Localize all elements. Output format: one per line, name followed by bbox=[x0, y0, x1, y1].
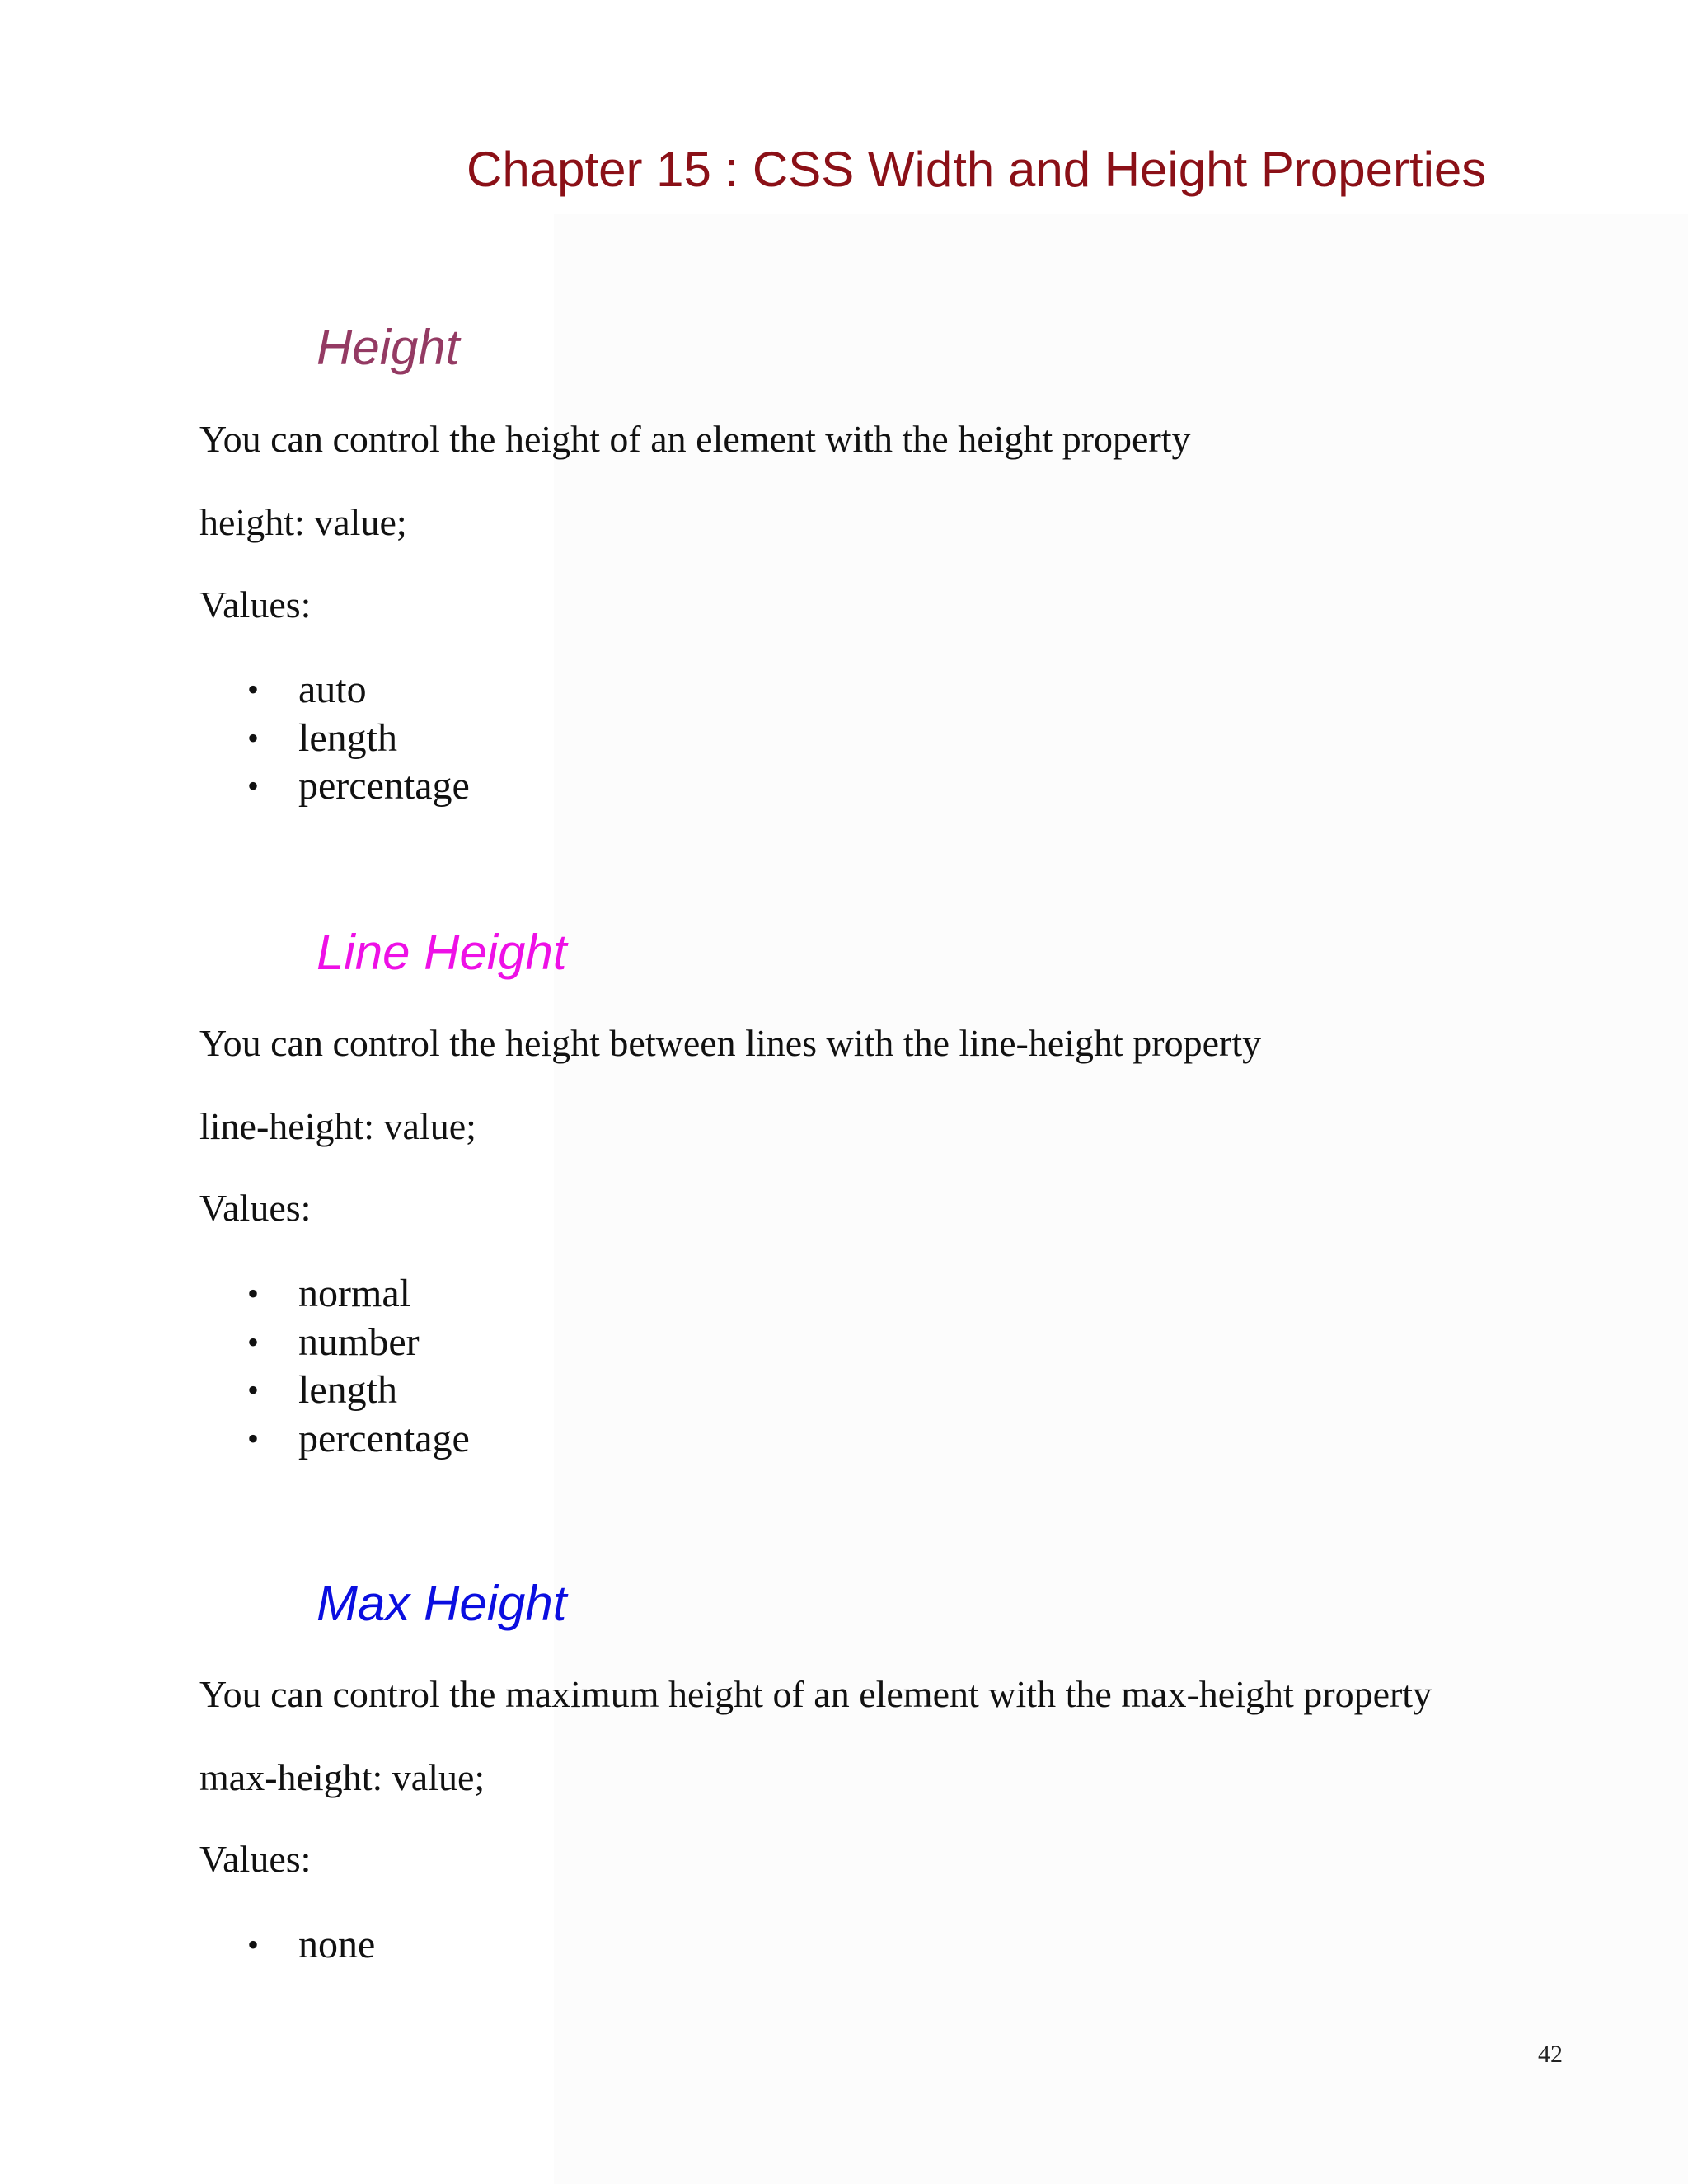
list-item-text: auto bbox=[298, 668, 367, 711]
max-height-intro-text: You can control the maximum height of an element with the max-height property bbox=[199, 1673, 1432, 1715]
max-height-syntax-text: max-height: value; bbox=[199, 1756, 485, 1798]
height-intro-text: You can control the height of an element with the height property bbox=[199, 418, 1191, 460]
bullet-icon: • bbox=[247, 719, 260, 757]
page-number: 42 bbox=[1538, 2041, 1563, 2068]
line-height-syntax-text: line-height: value; bbox=[199, 1105, 476, 1147]
list-item-text: percentage bbox=[298, 1416, 470, 1460]
bullet-icon: • bbox=[247, 671, 260, 708]
height-syntax-text: height: value; bbox=[199, 501, 407, 543]
height-values-label: Values: bbox=[199, 583, 312, 626]
section-heading-line-height: Line Height bbox=[316, 925, 567, 980]
list-item-text: length bbox=[298, 715, 397, 760]
section-heading-height: Height bbox=[316, 320, 460, 375]
list-item-text: length bbox=[298, 1368, 397, 1412]
bullet-icon: • bbox=[247, 1419, 260, 1457]
list-item-text: percentage bbox=[298, 764, 470, 808]
section-heading-max-height: Max Height bbox=[316, 1576, 567, 1631]
list-item-text: number bbox=[298, 1319, 420, 1364]
bullet-icon: • bbox=[247, 1926, 260, 1963]
bullet-icon: • bbox=[247, 767, 260, 804]
page-background-tint bbox=[554, 214, 1688, 2184]
bullet-icon: • bbox=[247, 1323, 260, 1361]
line-height-intro-text: You can control the height between lines with the line-height property bbox=[199, 1022, 1262, 1064]
chapter-title: Chapter 15 : CSS Width and Height Properties bbox=[467, 142, 1487, 197]
list-item-text: normal bbox=[298, 1272, 410, 1315]
bullet-icon: • bbox=[247, 1275, 260, 1312]
max-height-values-label: Values: bbox=[199, 1838, 312, 1880]
line-height-values-label: Values: bbox=[199, 1187, 312, 1229]
list-item-text: none bbox=[298, 1923, 376, 1966]
bullet-icon: • bbox=[247, 1371, 260, 1408]
